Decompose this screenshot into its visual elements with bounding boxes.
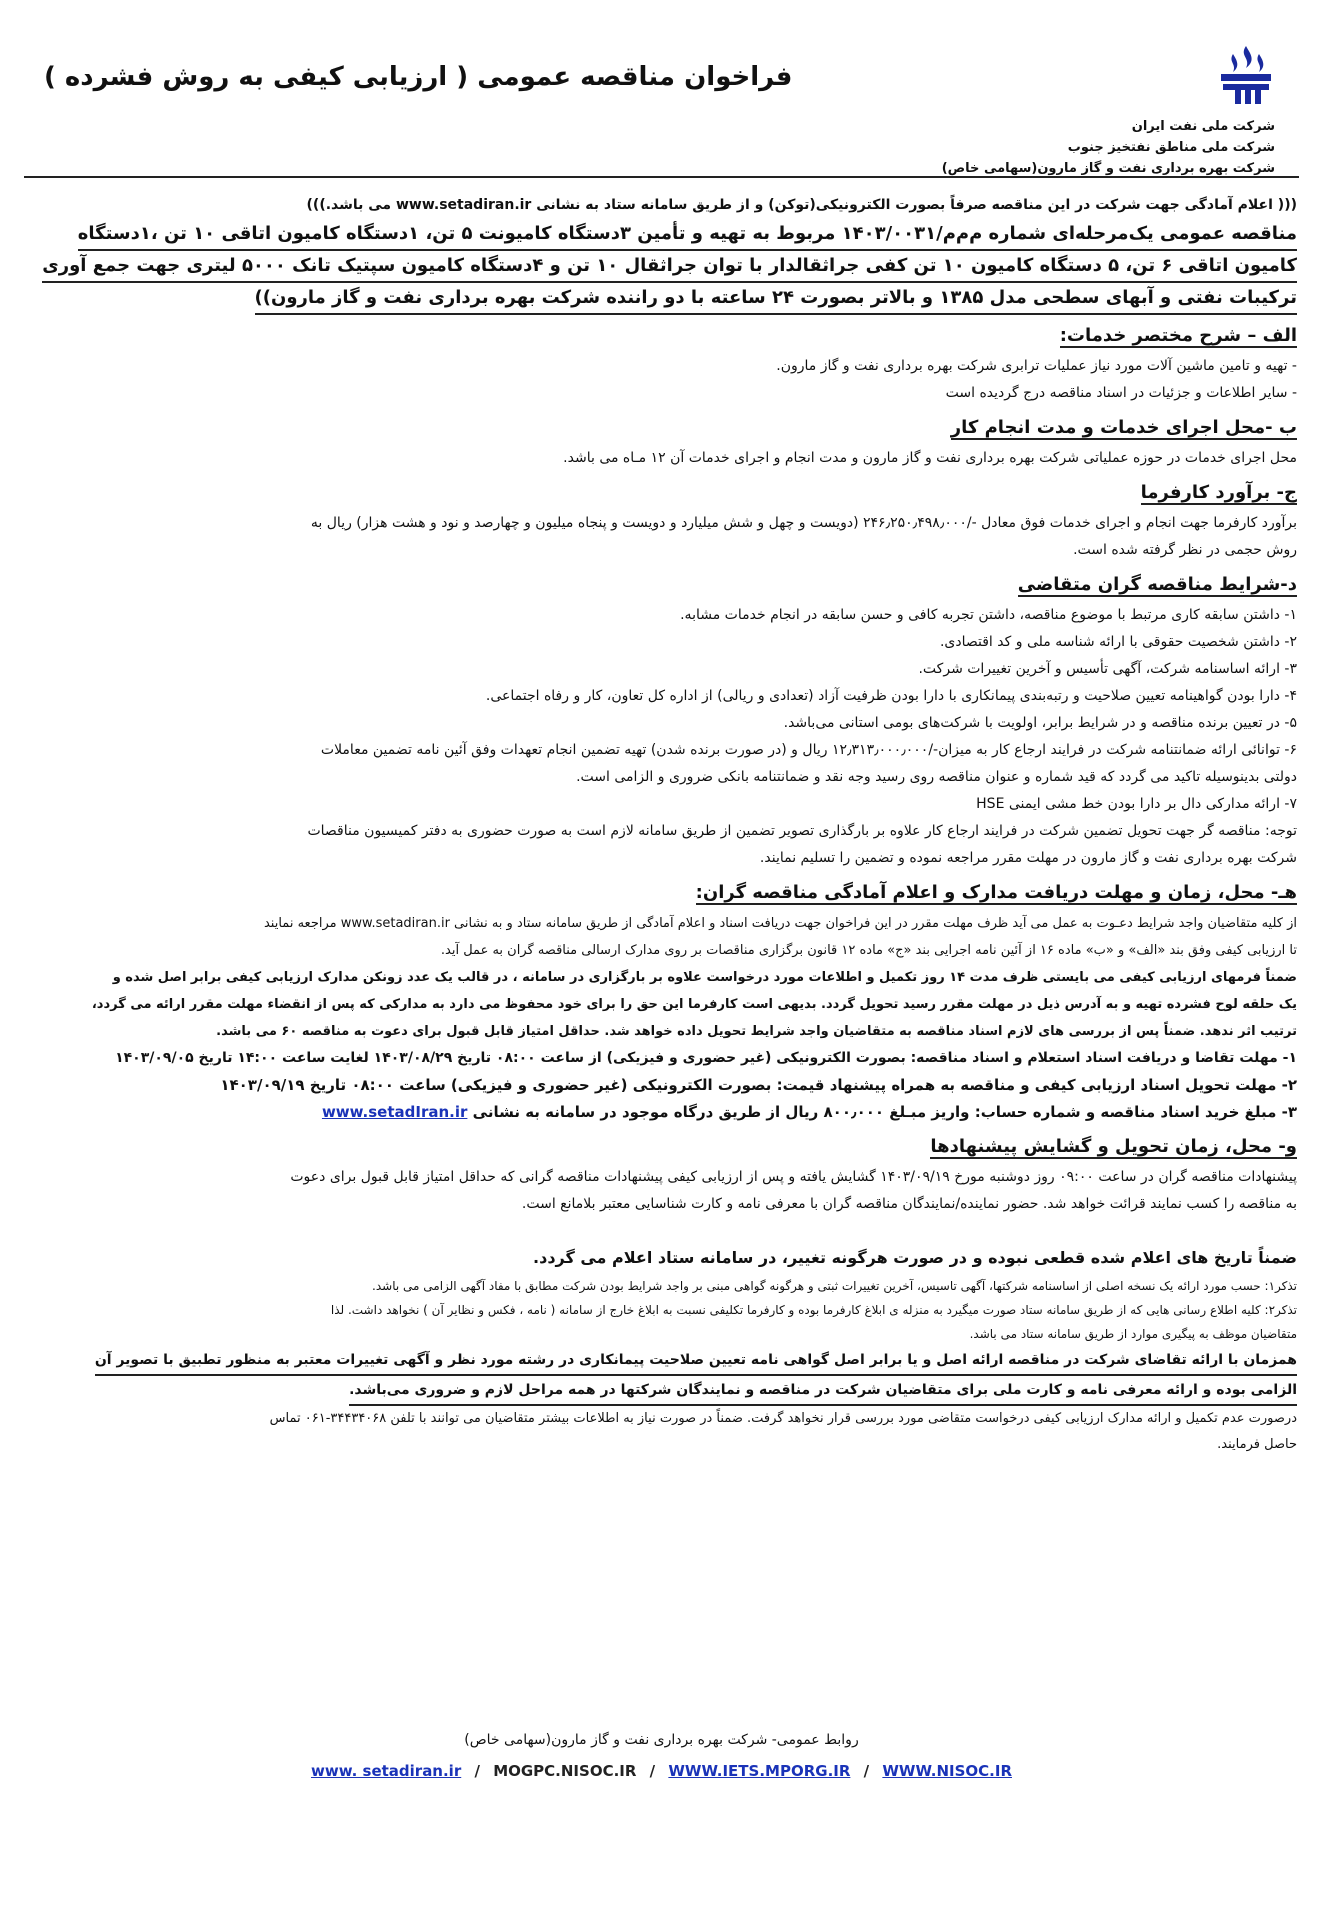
tender-line: ترکیبات نفتی و آبهای سطحی مدل ۱۳۸۵ و بالاتر بصورت ۲۴ ساعته با دو راننده شرکت بهره برداری نفت و گاز مارون)) xyxy=(26,283,1297,315)
note-line: تذکر۱: حسب مورد ارائه یک نسخه اصلی از اساسنامه شرکتها، آگهی تاسیس، آخرین تغییرات ثبتی و هرگونه گواهی مبنی بر واجد شرایط بودن شرکت مطابق با مفاد آگهی الزامی می باشد. xyxy=(372,1279,1297,1293)
section-d-note: توجه: مناقصه گر جهت تحویل تضمین شرکت در فرایند ارجاع کار علاوه بر بارگذاری تصویر تضمین از طریق سامانه لازم است به صورت حضوری به دفتر کمیسیون مناقصات xyxy=(307,823,1297,839)
deadline-item: ۱- مهلت تقاضا و دریافت اسناد استعلام و اسناد مناقصه: بصورت الکترونیکی (غیر حضوری و فیزیکی) از ساعت ۰۸:۰۰ تاریخ ۱۴۰۳/۰۸/۲۹ لغایت ساعت ۱۴:۰۰ تاریخ ۱۴۰۳/۰۹/۰۵ xyxy=(115,1050,1297,1066)
contact-line: درصورت عدم تکمیل و ارائه مدارک ارزیابی کیفی درخواست متقاضی مورد بررسی قرار نخواهد گرفت. ضمناً در صورت نیاز به اطلاعات بیشتر متقاضیان می توانند با تلفن ۳۴۴۳۴۰۶۸-۰۶۱ تماس xyxy=(269,1411,1297,1426)
section-e-line: ترتیب اثر ندهد. ضمناً پس از بررسی های لازم اسناد مناقصه به متقاضیان واجد شرایط تحویل داده خواهد شد. حداقل امتیاز قابل قبول برای دعوت به مناقصه ۶۰ می باشد. xyxy=(216,1024,1297,1039)
company-block xyxy=(942,116,1275,179)
section-f-line: پیشنهادات مناقصه گران در ساعت ۰۹:۰۰ روز دوشنبه مورخ ۱۴۰۳/۰۹/۱۹ گشایش یافته و پس از ارزیابی کیفی پیشنهادات مناقصه گرانی که حداقل امتیاز قابل قبول برای دعوت xyxy=(290,1169,1297,1185)
company-line: شرکت ملی نفت ایران xyxy=(1131,119,1275,134)
section-d-item: ۴- دارا بودن گواهینامه تعیین صلاحیت و رتبه‌بندی پیمانکاری با دارا بودن ظرفیت آزاد (تعدادی و ریالی) از اداره کل تعاون، کار و رفاه اجتماعی. xyxy=(485,688,1297,704)
footer-link-mogpc[interactable]: MOGPC.NISOC.IR xyxy=(493,1762,637,1780)
section-c-line: روش حجمی در نظر گرفته شده است. xyxy=(1073,542,1297,558)
footer-link-iets[interactable]: WWW.IETS.MPORG.IR xyxy=(668,1762,851,1780)
deadline-text: ۳- مبلغ خرید اسناد مناقصه و شماره حساب: واریز مبـلغ ۸۰۰٫۰۰۰ ریال از طریق درگاه موجود در سامانه به نشانی xyxy=(472,1103,1297,1121)
company-line: شرکت بهره برداری نفت و گاز مارون(سهامی خاص) xyxy=(941,161,1275,176)
dates-disclaimer: ضمناً تاریخ های اعلام شده قطعی نبوده و در صورت هرگونه تغییر، در سامانه ستاد اعلام می گردد. xyxy=(533,1248,1297,1267)
note-line: متقاضیان موظف به پیگیری موارد از طریق سامانه ستاد می باشد. xyxy=(969,1327,1297,1341)
tender-line: مناقصه عمومی یک‌مرحله‌ای شماره م‌م‌م/۱۴۰۳/۰۰۳۱ مربوط به تهیه و تأمین ۳دستگاه کامیونت ۵ تن، ۱دستگاه کامیون اتاقی ۱۰ تن ،۱دستگاه xyxy=(26,219,1297,251)
separator: / xyxy=(649,1762,656,1780)
section-d-item: ۲- داشتن شخصیت حقوقی با ارائه شناسه ملی و کد اقتصادی. xyxy=(939,634,1297,650)
section-d-item: ۳- ارائه اساسنامه شرکت، آگهی تأسیس و آخرین تغییرات شرکت. xyxy=(918,661,1297,677)
setad-link[interactable]: www.setadIran.ir xyxy=(321,1103,468,1121)
section-a-title: الف – شرح مختصر خدمات: xyxy=(1059,325,1297,346)
section-d-note: شرکت بهره برداری نفت و گاز مارون در مهلت مقرر مراجعه نموده و تضمین را تسلیم نمایند. xyxy=(759,850,1297,866)
section-f-line: به مناقصه را کسب نمایند قرائت خواهد شد. حضور نماینده/نمایندگان مناقصه گران با معرفی نامه و کارت شناسایی معتبر بلامانع است. xyxy=(521,1196,1297,1212)
page-title: فراخوان مناقصه عمومی ( ارزیابی کیفی به روش فشرده ) xyxy=(44,62,793,92)
contact-line: حاصل فرمایند. xyxy=(1217,1437,1297,1452)
section-e-title: هـ- محل، زمان و مهلت دریافت مدارک و اعلام آمادگی مناقصه گران: xyxy=(695,882,1297,903)
separator: / xyxy=(863,1762,870,1780)
footer-links xyxy=(0,1762,1323,1780)
section-d-item: ۵- در تعیین برنده مناقصه و در شرایط برابر، اولویت با شرکت‌های بومی استانی می‌باشد. xyxy=(783,715,1297,731)
section-a-item: - سایر اطلاعات و جزئیات در اسناد مناقصه درج گردیده است xyxy=(945,385,1297,401)
separator: / xyxy=(474,1762,480,1780)
section-a-item: - تهیه و تامین ماشین آلات مورد نیاز عملیات ترابری شرکت بهره برداری نفت و گاز مارون. xyxy=(776,358,1297,374)
note-line: تذکر۲: کلیه اطلاع رسانی هایی که از طریق سامانه ستاد صورت میگیرد به منزله ی ابلاغ کارفرما بوده و کارفرما تکلیفی نسبت به ابلاغ خارج از سامانه ( نامه ، فکس و نظایر آن ) نخواهد داشت. لذا xyxy=(330,1303,1297,1317)
deadline-item: ۲- مهلت تحویل اسناد ارزیابی کیفی و مناقصه به همراه پیشنهاد قیمت: بصورت الکترونیکی (غیر حضوری و فیزیکی) ساعت ۰۸:۰۰ تاریخ ۱۴۰۳/۰۹/۱۹ xyxy=(220,1076,1297,1094)
section-e-line: یک حلقه لوح فشرده تهیه و به آدرس ذیل در مهلت مقرر رسید تحویل گردد. بدیهی است کارفرما این حق را برای خود محفوظ می دارد به مدارکی که پس از انقضاء مهلت مقرر ارائه می گردد، xyxy=(91,997,1297,1012)
section-e-line: تا ارزیابی کیفی وفق بند «الف» و «ب» ماده ۱۶ از آئین نامه اجرایی بند «ج» ماده ۱۲ قانون برگزاری مناقصات بر روی مدارک ارسالی مناقصه گران به عمل آید. xyxy=(440,943,1297,958)
section-c-title: ج- برآورد کارفرما xyxy=(1140,482,1297,503)
requirement-line: الزامی بوده و ارائه معرفی نامه و کارت ملی برای متقاضیان شرکت در مناقصه و نمایندگان شرکتها در همه مراحل لازم و ضروری می‌باشد. xyxy=(26,1376,1297,1406)
section-b-title: ب -محل اجرای خدمات و مدت انجام کار xyxy=(950,417,1297,438)
section-e-line: ضمناً فرمهای ارزیابی کیفی می بایستی ظرف مدت ۱۴ روز تکمیل و اطلاعات مورد درخواست علاوه بر بارگزاری در سامانه ، در قالب یک عدد زونکن مدارک ارزیابی کیفی برابر اصل شده و xyxy=(112,970,1297,985)
section-e-line: از کلیه متقاضیان واجد شرایط دعـوت به عمل می آید ظرف مهلت مقرر در این فراخوان جهت دریافت اسناد و اعلام آمادگی از طریق سامانه ستاد و به نشانی www.setadiran.ir مراجعه نمایند xyxy=(263,916,1297,931)
intro-notice: ((( اعلام آمادگی جهت شرکت در این مناقصه صرفاً بصورت الکترونیکی(توکن) و از طریق سامانه ستاد به نشانی www.setadiran.ir می باشد.))) xyxy=(306,197,1297,213)
section-b-text: محل اجرای خدمات در حوزه عملیاتی شرکت بهره برداری نفت و گاز مارون و مدت انجام و اجرای خدمات آن ۱۲ مـاه می باشد. xyxy=(563,450,1297,466)
deadline-item xyxy=(26,1099,1297,1126)
header xyxy=(24,36,1299,178)
section-d-item: ۶- توانائی ارائه ضمانتنامه شرکت در فرایند ارجاع کار به میزان-/۱۲٫۳۱۳٫۰۰۰٫۰۰۰ ریال و (در صورت برنده شدن) تهیه تضمین انجام تعهدات وفق آئین نامه تضمین معاملات xyxy=(320,742,1297,758)
footer-link-nisoc[interactable]: WWW.NISOC.IR xyxy=(882,1762,1012,1780)
company-line: شرکت ملی مناطق نفتخیز جنوب xyxy=(1067,140,1275,155)
section-d-item: ۱- داشتن سابقه کاری مرتبط با موضوع مناقصه، داشتن تجربه کافی و حسن سابقه در انجام خدمات مشابه. xyxy=(680,607,1297,623)
tender-line: کامیون اتاقی ۶ تن، ۵ دستگاه کامیون ۱۰ تن کفی جراثقالدار با توان جراثقال ۱۰ تن و ۴دستگاه کامیون سپتیک تانک ۵۰۰۰ لیتری جهت جمع آوری xyxy=(26,251,1297,283)
nioc-logo-icon xyxy=(1211,42,1281,112)
section-d-item: ۷- ارائه مدارکی دال بر دارا بودن خط مشی ایمنی HSE xyxy=(976,796,1297,812)
section-d-title: د-شرایط مناقصه گران متقاضی xyxy=(1017,574,1297,595)
section-f-title: و- محل، زمان تحویل و گشایش پیشنهادها xyxy=(930,1136,1297,1157)
public-relations: روابط عمومی- شرکت بهره برداری نفت و گاز مارون(سهامی خاص) xyxy=(464,1732,859,1748)
notice-body xyxy=(26,192,1297,1458)
section-d-item: دولتی بدینوسیله تاکید می گردد که قید شماره و عنوان مناقصه روی رسید وجه نقد و ضمانتنامه بانکی ضروری و الزامی است. xyxy=(576,769,1297,785)
requirement-line: همزمان با ارائه تقاضای شرکت در مناقصه ارائه اصل و یا برابر اصل گواهی نامه تعیین صلاحیت پیمانکاری در رشته مورد نظر و آگهی تغییرات معتبر به منظور تطبیق با تصویر آن xyxy=(26,1346,1297,1376)
section-c-line: برآورد کارفرما جهت انجام و اجرای خدمات فوق معادل -/۲۴۶٫۲۵۰٫۴۹۸٫۰۰۰ (دویست و چهل و شش میلیارد و دویست و پنجاه میلیون و چهارصد و نود و هشت هزار) ریال به xyxy=(310,515,1297,531)
footer-link-setad[interactable]: www. setadiran.ir xyxy=(310,1762,462,1780)
